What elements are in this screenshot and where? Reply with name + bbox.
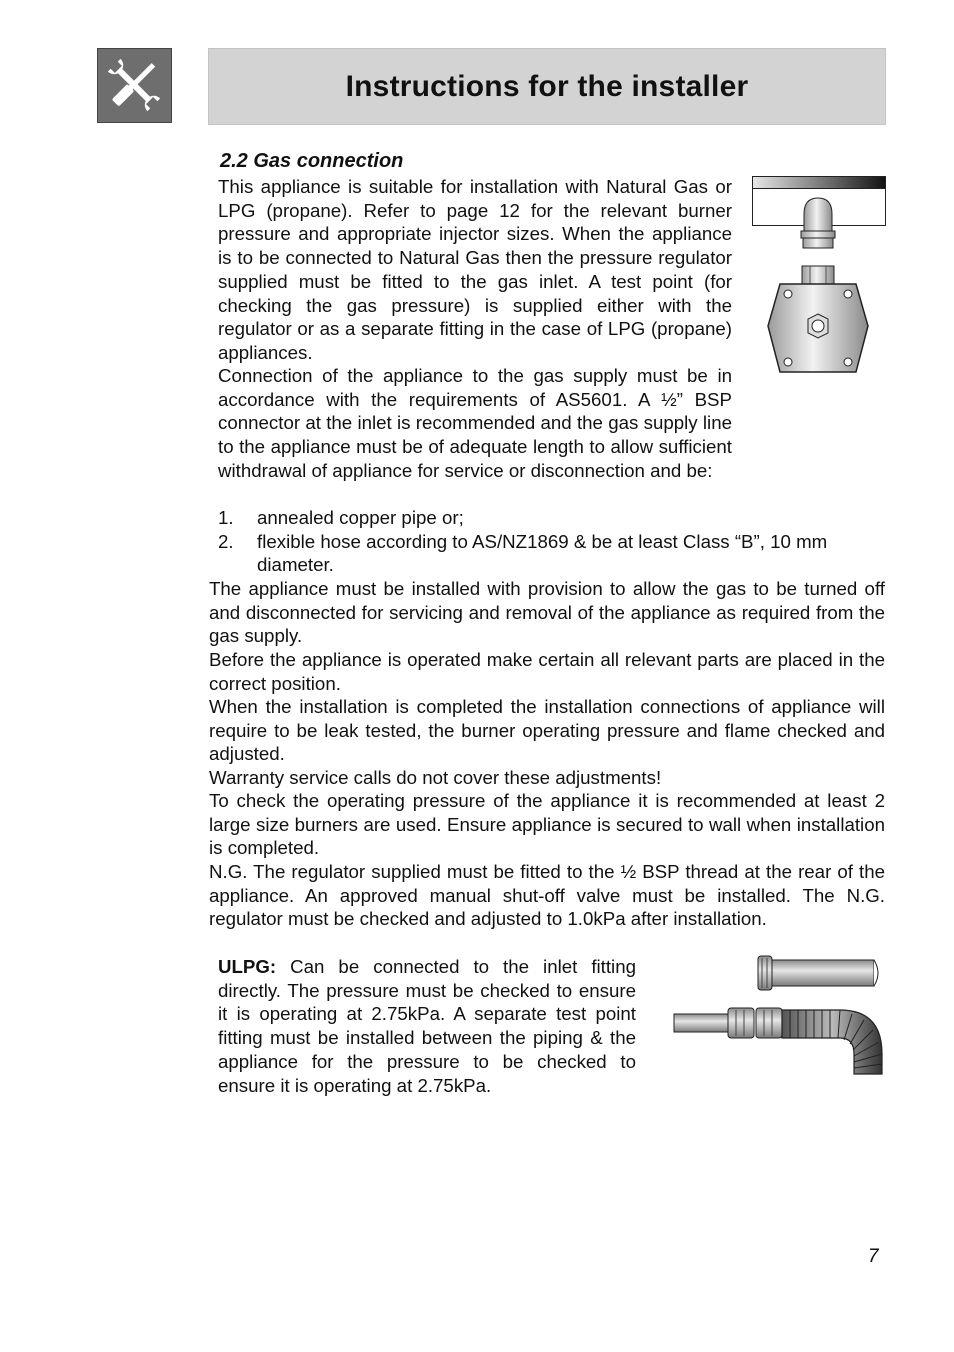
paragraph-warranty: Warranty service calls do not cover these adjustments!	[209, 767, 662, 788]
ulpg-text: Can be connected to the inlet fitting directly. The pressure must be checked to ensure it is operating at 2.75kPa. A separate test point fitting must be installed between the piping & the appliance for the pressure to be checked to ensure it is operating at 2.75kPa.	[218, 956, 636, 1096]
paragraph-connection: Connection of the appliance to the gas supply must be in accordance with the requirements of AS5601. A ½” BSP connector at the inlet is recommended and the gas supply line to the appliance must be of adequate length to allow sufficient withdrawal of appliance for service or disconnection and be:	[218, 365, 732, 481]
list-item	[218, 530, 886, 577]
page-number: 7	[868, 1246, 879, 1267]
list-item-text: annealed copper pipe or;	[257, 507, 464, 528]
wrench-screwdriver-icon	[97, 48, 172, 123]
paragraph-intro: This appliance is suitable for installation with Natural Gas or LPG (propane). Refer to page 12 for the relevant burner pressure and appropriate injector sizes. When the appliance is to be connected to Natural Gas then the pressure regulator supplied must be fitted to the gas inlet. A test point (for checking the gas pressure) is supplied either with the regulator or as a separate fitting in the case of LPG (propane) appliances.	[218, 176, 732, 363]
section-title: 2.2 Gas connection	[220, 150, 404, 172]
header-bar	[208, 48, 886, 125]
pipe-type-list	[218, 506, 886, 577]
paragraph-ulpg	[218, 955, 636, 1097]
page-title: Instructions for the installer	[345, 69, 749, 103]
pipe-and-flexible-hose-illustration	[672, 954, 886, 1078]
list-item-number: 1.	[218, 507, 234, 528]
ulpg-label: ULPG:	[218, 956, 277, 977]
list-item-text: flexible hose according to AS/NZ1869 & be at least Class “B”, 10 mm diameter.	[257, 530, 828, 576]
paragraph-shutoff: The appliance must be installed with provision to allow the gas to be turned off and disconnected for servicing and removal of the appliance as required from the gas supply.	[209, 578, 885, 647]
paragraph-pressure-check: To check the operating pressure of the appliance it is recommended at least 2 large size burners are used. Ensure appliance is secured to wall when installation is completed.	[209, 790, 885, 859]
gas-regulator-illustration	[752, 176, 886, 376]
paragraph-leak-test: When the installation is completed the installation connections of appliance will require to be leak tested, the burner operating pressure and flame checked and adjusted.	[209, 696, 885, 765]
paragraph-parts: Before the appliance is operated make certain all relevant parts are placed in the correct position.	[209, 649, 885, 694]
list-item	[218, 506, 886, 530]
list-item-number: 2.	[218, 530, 234, 552]
paragraph-ng-regulator: N.G. The regulator supplied must be fitted to the ½ BSP thread at the rear of the appliance. An approved manual shut-off valve must be installed. The N.G. regulator must be checked and adjusted to 1.0kPa after installation.	[209, 861, 885, 930]
